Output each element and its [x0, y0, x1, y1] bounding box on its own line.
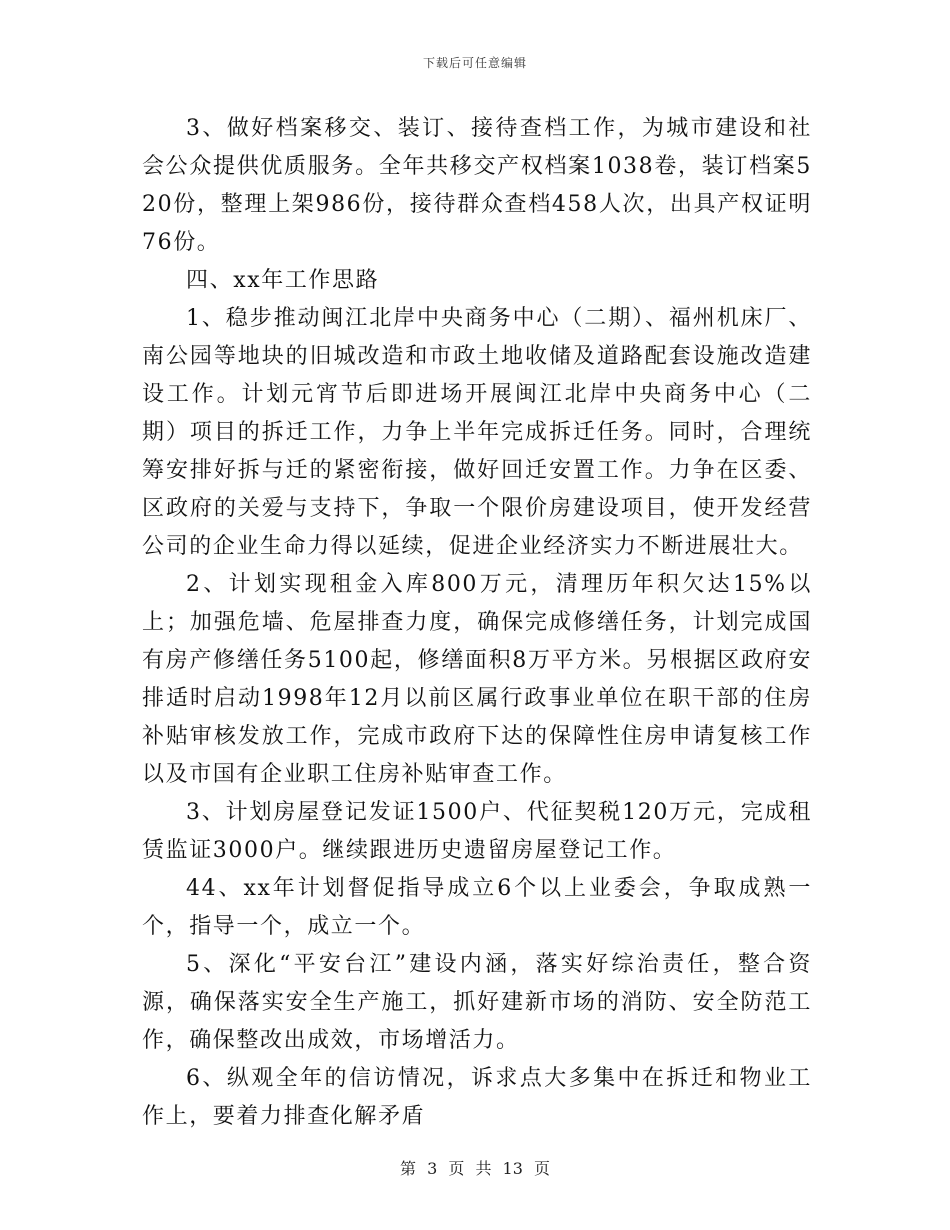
- document-body: [142, 110, 812, 1136]
- paragraph-plan-2: 2、计划实现租金入库800万元，清理历年积欠达15%以上；加强危墙、危屋排查力度，确保完成修缮任务，计划完成国有房产修缮任务5100起，修缮面积8万平方米。另根据区政府安排适时启动1998年12月以前区属行政事业单位在职干部的住房补贴审核发放工作，完成市政府下达的保障性住房申请复核工作以及市国有企业职工住房补贴审查工作。: [142, 572, 812, 787]
- paragraph-plan-5: 5、深化“平安台江”建设内涵，落实好综治责任，整合资源，确保落实安全生产施工，抓好建新市场的消防、安全防范工作，确保整改出成效，市场增活力。: [142, 952, 812, 1053]
- paragraph-archive-service: 3、做好档案移交、装订、接待查档工作，为城市建设和社会公众提供优质服务。全年共移交产权档案1038卷，装订档案520份，整理上架986份，接待群众查档458人次，出具产权证明76份。: [142, 116, 812, 255]
- page-header: 下载后可任意编辑: [422, 56, 527, 70]
- paragraph-plan-3: 3、计划房屋登记发证1500户、代征契税120万元，完成租赁监证3000户。继续跟进历史遗留房屋登记工作。: [142, 800, 812, 863]
- paragraph-plan-6: 6、纵观全年的信访情况，诉求点大多集中在拆迁和物业工作上，要着力排查化解矛盾: [142, 1066, 812, 1129]
- page-footer: 第 3 页 共 13 页: [400, 1159, 550, 1178]
- section-heading-work-plan: 四、xx年工作思路: [186, 268, 380, 293]
- paragraph-plan-4: 44、xx年计划督促指导成立6个以上业委会，争取成熟一个，指导一个，成立一个。: [142, 876, 812, 939]
- paragraph-plan-1: 1、稳步推动闽江北岸中央商务中心（二期）、福州机床厂、南公园等地块的旧城改造和市政土地收储及道路配套设施改造建设工作。计划元宵节后即进场开展闽江北岸中央商务中心（二期）项目的拆迁工作，力争上半年完成拆迁任务。同时，合理统筹安排好拆与迁的紧密衔接，做好回迁安置工作。力争在区委、区政府的关爱与支持下，争取一个限价房建设项目，使开发经营公司的企业生命力得以延续，促进企业经济实力不断进展壮大。: [142, 306, 812, 559]
